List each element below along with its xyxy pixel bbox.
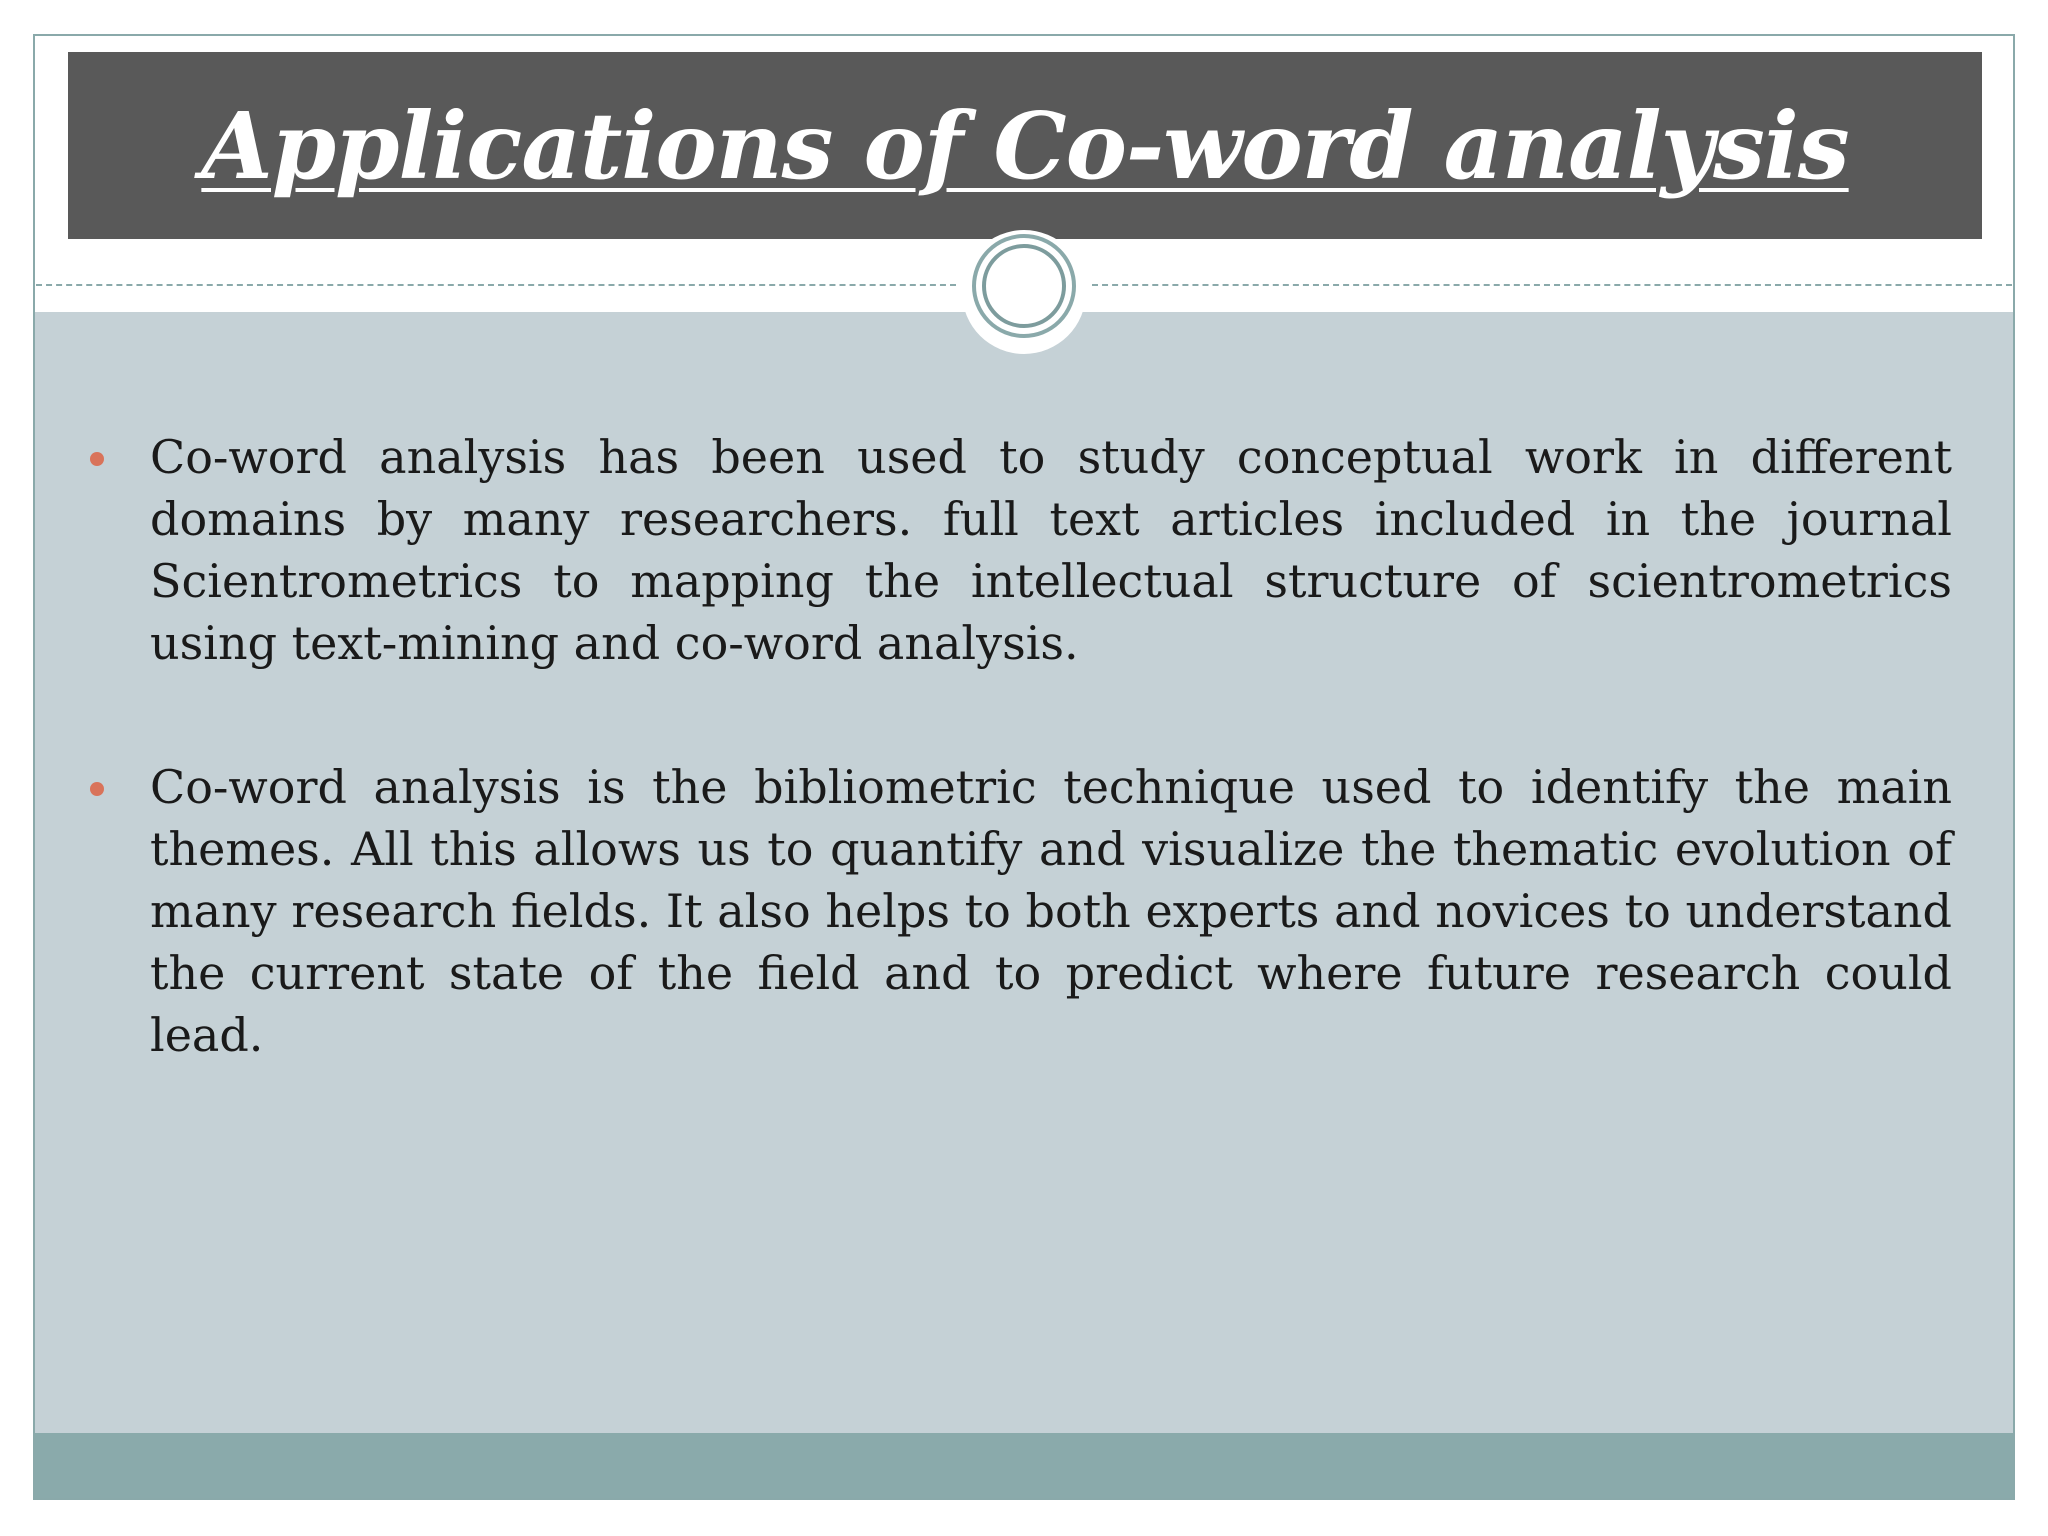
divider-dashed-left	[36, 284, 956, 286]
bullet-list	[88, 426, 1952, 1148]
slide-title: Applications of Co-word analysis	[201, 91, 1849, 200]
bullet-item	[88, 426, 1952, 674]
divider-dashed-right	[1092, 284, 2012, 286]
bullet-text: Co-word analysis is the bibliometric technique used to identify the main themes. All this allows us to quantify and visualize the thematic evolution of many research fields. It also helps to both experts and novices to understand the current state of the field and to predict where future research could lead.	[150, 760, 1952, 1062]
bullet-text: Co-word analysis has been used to study conceptual work in different domains by many researchers. full text articles included in the journal Scientrometrics to mapping the intellectual structure of scientrometrics using text-mining and co-word analysis.	[150, 430, 1952, 670]
bullet-dot-icon	[90, 782, 104, 796]
title-bar	[68, 52, 1982, 239]
bullet-dot-icon	[90, 452, 104, 466]
circle-ornament-inner-ring	[982, 244, 1066, 328]
footer-band	[35, 1433, 2013, 1498]
bullet-item	[88, 756, 1952, 1066]
